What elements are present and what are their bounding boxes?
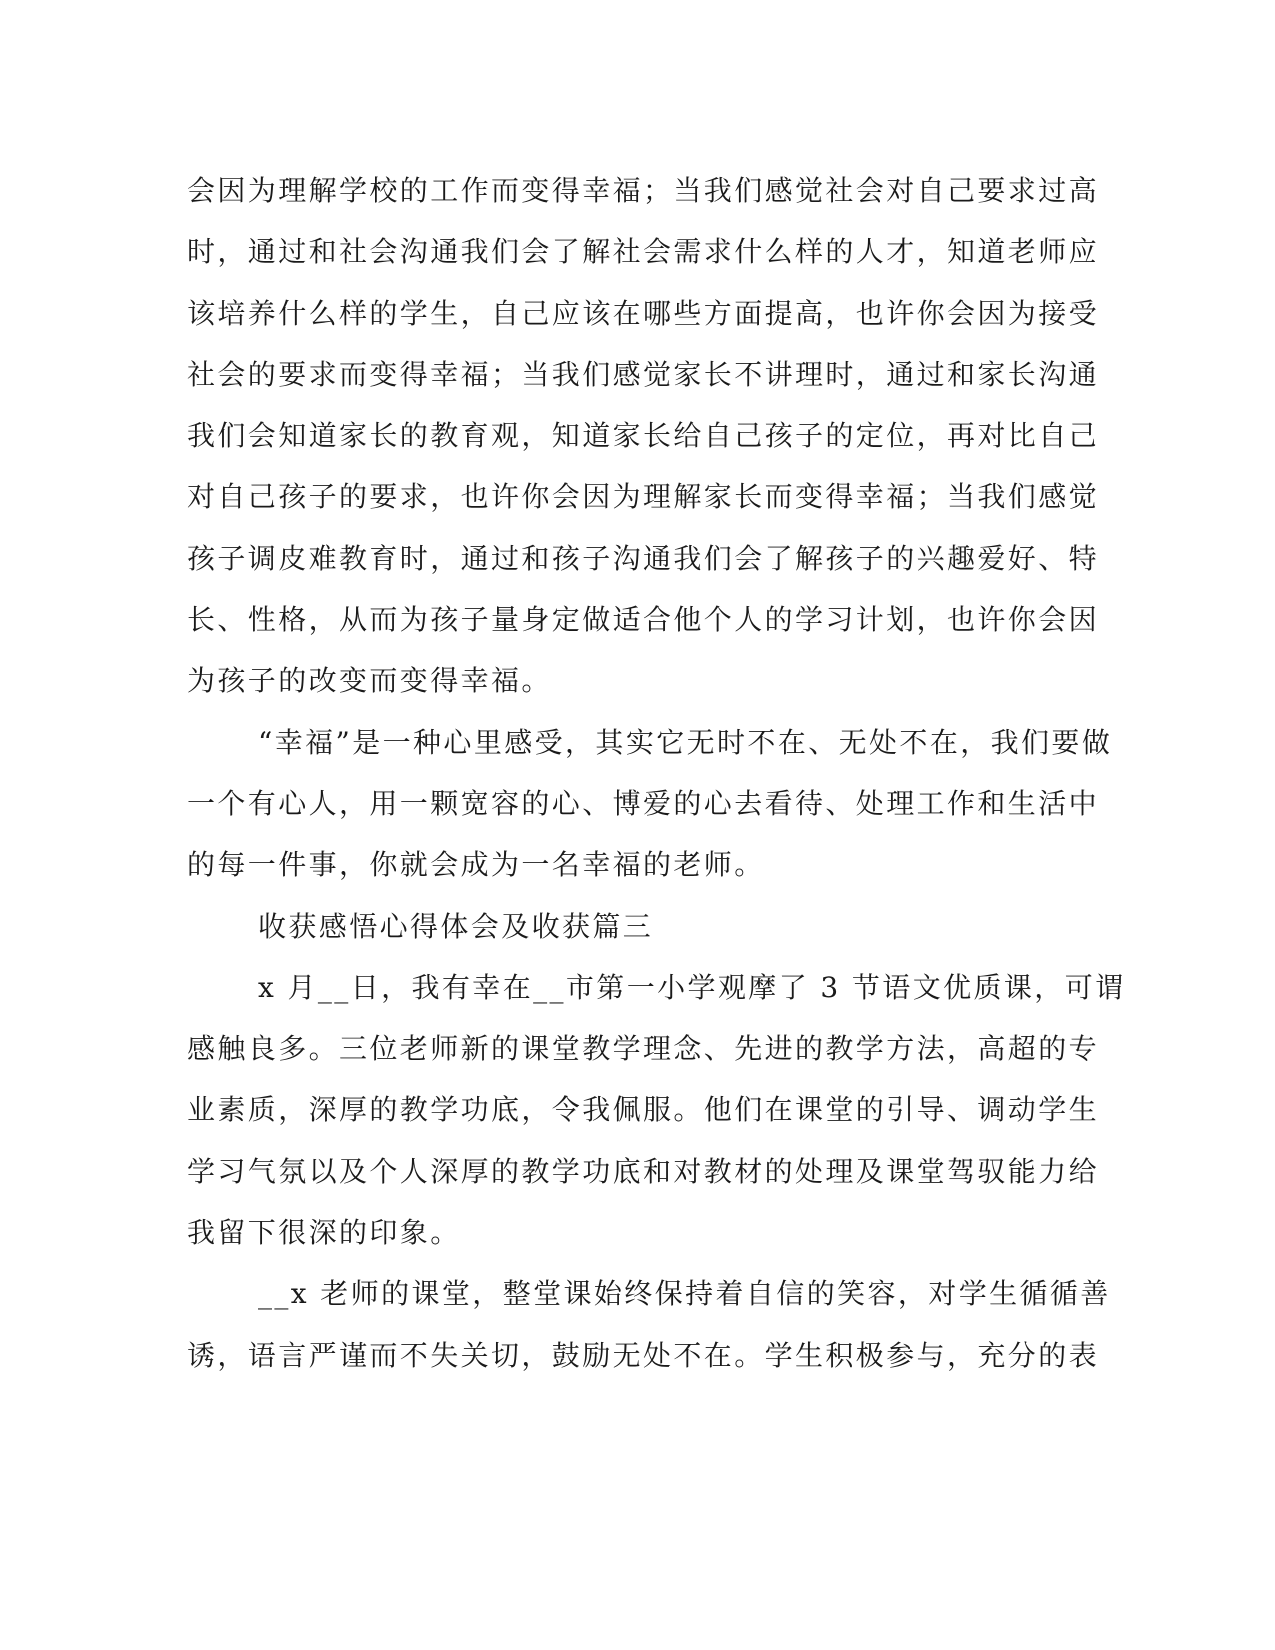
text-line: 会因为理解学校的工作而变得幸福；当我们感觉社会对自己要求过高 [187,174,1100,207]
paragraph-teacher-x [187,1263,1111,1386]
heading-text: 收获感悟心得体会及收获篇三 [258,909,654,943]
body-text [187,160,1126,1386]
paragraph-communication [187,160,1100,712]
text-line: x 月__日，我有幸在__市第一小学观摩了 3 节语文优质课，可谓 [258,970,1126,1004]
paragraph-observation [187,957,1126,1263]
text-line: 一个有心人，用一颗宽容的心、博爱的心去看待、处理工作和生活中 [187,786,1100,820]
text-line: “幸福”是一种心里感受，其实它无时不在、无处不在，我们要做 [258,725,1113,759]
text-line: 长、性格，从而为孩子量身定做适合他个人的学习计划，也许你会因 [187,603,1100,637]
text-line: 我们会知道家长的教育观，知道家长给自己孩子的定位，再对比自己 [187,419,1100,453]
text-line: 对自己孩子的要求，也许你会因为理解家长而变得幸福；当我们感觉 [187,480,1100,514]
text-line: 为孩子的改变而变得幸福。 [187,664,552,698]
text-line: __x 老师的课堂，整堂课始终保持着自信的笑容，对学生循循善 [258,1277,1111,1311]
text-line: 我留下很深的印象。 [187,1216,461,1250]
text-line: 社会的要求而变得幸福；当我们感觉家长不讲理时，通过和家长沟通 [187,357,1100,391]
text-line: 时，通过和社会沟通我们会了解社会需求什么样的人才，知道老师应 [187,235,1100,269]
text-line: 业素质，深厚的教学功底，令我佩服。他们在课堂的引导、调动学生 [187,1093,1100,1127]
text-line: 诱，语言严谨而不失关切，鼓励无处不在。学生积极参与，充分的表 [187,1338,1100,1372]
paragraph-happiness [187,712,1113,896]
text-line: 的每一件事，你就会成为一名幸福的老师。 [187,848,765,882]
text-line: 孩子调皮难教育时，通过和孩子沟通我们会了解孩子的兴趣爱好、特 [187,541,1100,575]
text-line: 学习气氛以及个人深厚的教学功底和对教材的处理及课堂驾驭能力给 [187,1154,1100,1188]
text-line: 该培养什么样的学生，自己应该在哪些方面提高，也许你会因为接受 [187,296,1100,330]
text-line: 感触良多。三位老师新的课堂教学理念、先进的教学方法，高超的专 [187,1032,1100,1066]
section-heading [187,896,1057,957]
